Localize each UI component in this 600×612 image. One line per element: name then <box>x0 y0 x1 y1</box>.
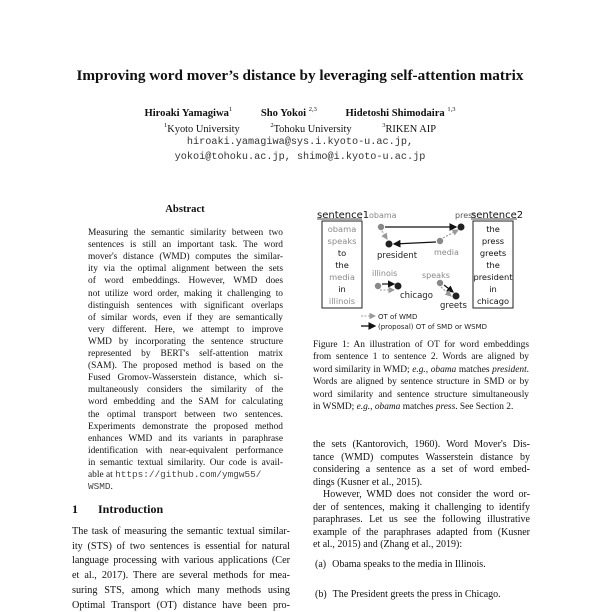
code-link[interactable]: WSMD <box>88 481 111 493</box>
text-span: . <box>110 482 113 493</box>
text-line: enhances WMD and its variants in paraphrase <box>88 433 283 444</box>
text-line: of word embeddings. However, WMD does <box>88 276 283 287</box>
paper-title: Improving word mover’s distance by leveraging self-attention matrix <box>76 67 524 84</box>
node-label-president: president <box>377 251 418 261</box>
sentence2-words <box>473 224 513 306</box>
author-name: Sho Yokoi <box>260 108 307 119</box>
text-line: WMD by incorporating the sentence structure <box>88 336 283 347</box>
text-span: word similarity in WMD; <box>313 364 413 375</box>
text-line: of similar words, even if they are semantically <box>88 312 283 323</box>
example-text: The President greets the press in Chicago. <box>332 589 501 600</box>
arrow-wmd-speaks-greets <box>441 287 451 296</box>
node-label-speaks: speaks <box>422 271 450 280</box>
text-span: , <box>425 364 431 375</box>
text-line: language processing with various applications (Cer <box>72 555 290 567</box>
sentence-word: press <box>481 236 505 246</box>
node-speaks <box>437 280 443 286</box>
sentence-word: to <box>337 248 347 258</box>
text-span: press <box>435 402 456 412</box>
text-span: . <box>526 364 530 375</box>
node-label-chicago: chicago <box>400 291 433 301</box>
author-list <box>0 106 600 119</box>
node-greets <box>453 293 460 300</box>
text-line: Figure 1: An illustration of OT for word embeddings <box>313 340 529 350</box>
example-item <box>315 559 486 570</box>
section-title: Introduction <box>98 502 164 516</box>
text-line: ity (STS) of two sentences is essential for natural <box>72 540 290 552</box>
text-span: e.g. <box>356 402 371 412</box>
sentence-word: greets <box>479 248 507 258</box>
text-span: , <box>370 402 375 412</box>
example-label: (a) <box>315 559 327 570</box>
email-line: hiroaki.yamagiwa@sys.i.kyoto-u.ac.jp, <box>186 137 414 148</box>
sentence-word: illinois <box>328 296 356 306</box>
node-president <box>386 241 393 248</box>
text-line <box>313 401 529 413</box>
text-line: in semantic textual similarity. Our code is avail- <box>88 457 283 468</box>
example-label: (b) <box>315 589 327 600</box>
sentence-word: in <box>338 284 346 294</box>
text-span: e.g. <box>412 364 426 375</box>
text-line: example of the paraphrases adapted from (Kusner <box>313 526 530 538</box>
arrow-media-president <box>394 242 436 244</box>
text-line: Optimal Transport (OT) distance have been pro- <box>72 599 290 611</box>
sentence2-label: sentence2 <box>471 210 524 221</box>
text-span: . See Section 2. <box>455 402 514 412</box>
email-line: yokoi@tohoku.ac.jp, shimo@i.kyoto-u.ac.jp <box>174 152 426 163</box>
sentence-word: media <box>329 272 355 282</box>
sentence-word: in <box>489 284 497 294</box>
text-line: tance (WMD) computes Wasserstein distance by <box>313 451 530 463</box>
text-line: However, WMD does not consider the word or- <box>323 489 530 500</box>
text-line: word similarity and sentence structure simultaneously <box>313 389 529 400</box>
legend-proposal: (proposal) OT of SMD or WSMD <box>378 323 488 331</box>
text-span: able at <box>88 470 116 480</box>
example-item <box>315 589 501 600</box>
section-heading-introduction <box>72 502 163 517</box>
sentence-word: obama <box>327 224 357 234</box>
text-line: dings (Kusner et al., 2015). <box>313 476 423 488</box>
sentence-word: chicago <box>476 296 510 306</box>
node-chicago <box>395 283 402 290</box>
text-line: et al., 2017). There are several methods for mea- <box>72 570 290 582</box>
text-line: Fused Gromov-Wasserstein distance, which si- <box>88 373 283 384</box>
arrow-speaks-greets <box>444 285 453 292</box>
affil-sup: 2 <box>270 122 274 129</box>
affiliation <box>270 124 351 135</box>
affiliation <box>382 124 436 135</box>
figure-1-illustration <box>310 205 530 333</box>
text-line: Experiments demonstrate the proposed method <box>88 421 283 432</box>
node-media <box>437 238 443 244</box>
node-label-greets: greets <box>440 301 467 311</box>
example-text: Obama speaks to the media in Illinois. <box>332 559 486 570</box>
text-line: not utilize word order, making it challenging to <box>88 288 283 299</box>
text-span: obama <box>430 364 457 375</box>
author <box>261 108 317 119</box>
affil-sup: 1 <box>164 122 168 129</box>
text-line: distinguish sentences with significant overlaps <box>88 300 283 311</box>
text-line: der of sentences, making it challenging to identify <box>313 501 530 513</box>
text-span: in WSMD; <box>313 402 357 412</box>
node-illinois <box>375 283 381 289</box>
sentence-word: president <box>473 272 513 282</box>
text-span: president <box>492 364 527 375</box>
affiliation <box>164 124 240 135</box>
node-label-illinois: illinois <box>372 269 398 278</box>
affil-name: Kyoto University <box>167 124 240 135</box>
sentence-word: speaks <box>327 236 357 246</box>
text-line: et al., 2015) and (Zhang et al., 2019): <box>313 539 463 550</box>
node-label-press: press <box>455 211 477 220</box>
text-line: multaneously considers the similarity of the <box>88 385 283 396</box>
author-affil-sup: 1 <box>228 106 233 113</box>
affiliation-list <box>0 122 600 135</box>
text-line: ity via the optimal alignment between the sets <box>88 264 283 275</box>
abstract-heading: Abstract <box>165 204 205 215</box>
arrow-wmd-obama-president <box>382 231 387 239</box>
sentence1-label: sentence1 <box>317 210 370 221</box>
affil-name: Tohoku University <box>273 124 352 135</box>
text-line: suring STS, among which many methods using <box>72 584 290 596</box>
sentence-word: the <box>486 224 500 234</box>
text-line: word embedding and the SAM for calculating <box>88 397 283 408</box>
sentence-word: the <box>335 260 349 270</box>
affil-name: RIKEN AIP <box>385 124 436 135</box>
text-line: identification with near-equivalent performance <box>88 445 283 456</box>
legend-wmd: OT of WMD <box>378 313 418 321</box>
author-affil-sup: 2,3 <box>308 106 317 113</box>
text-line: sentences is still an important task. The word <box>88 240 283 251</box>
text-line: very different. Here, we attempt to improve <box>88 324 283 335</box>
author-name: Hidetoshi Shimodaira <box>345 108 445 119</box>
text-line: considering a sentence as a set of word embed- <box>313 464 530 475</box>
node-label-obama: obama <box>369 211 397 220</box>
text-line: the sets (Kantorovich, 1960). Word Mover's Dis- <box>313 439 530 450</box>
text-line: the optimal transport between two sentences. <box>88 409 283 420</box>
author <box>346 108 456 119</box>
text-line: paraphrases. Let us see the following illustrative <box>313 514 530 525</box>
text-line: Words are aligned by sentence structure in SMD or by <box>313 377 529 388</box>
text-span: matches <box>400 402 436 412</box>
text-line <box>313 364 529 376</box>
text-line: (SAM). The proposed method is based on the <box>88 361 283 372</box>
sentence1-words <box>328 224 357 306</box>
text-line <box>88 469 283 481</box>
text-span: matches <box>456 364 493 375</box>
node-label-media: media <box>434 248 459 257</box>
affil-sup: 3 <box>382 122 386 129</box>
code-link[interactable]: https://github.com/ymgw55/ <box>115 469 262 480</box>
text-line: The task of measuring the semantic textual similar- <box>72 526 290 537</box>
text-line: represented by BERT's self-attention matrix <box>88 349 283 359</box>
text-line: Measuring the semantic similarity between two <box>88 228 283 238</box>
text-line: mover's distance (WMD) computes the similar- <box>88 252 283 263</box>
author-affil-sup: 1,3 <box>447 106 456 113</box>
text-line: from sentence 1 to sentence 2. Words are aligned by <box>313 352 529 363</box>
text-span: obama <box>374 402 401 412</box>
node-obama <box>378 224 384 230</box>
author <box>144 108 232 119</box>
section-number: 1 <box>72 502 78 516</box>
text-line <box>88 481 283 493</box>
sentence-word: the <box>486 260 500 270</box>
author-name: Hiroaki Yamagiwa <box>144 108 229 119</box>
arrow-wmd-media-press <box>443 230 458 238</box>
node-press <box>458 224 465 231</box>
